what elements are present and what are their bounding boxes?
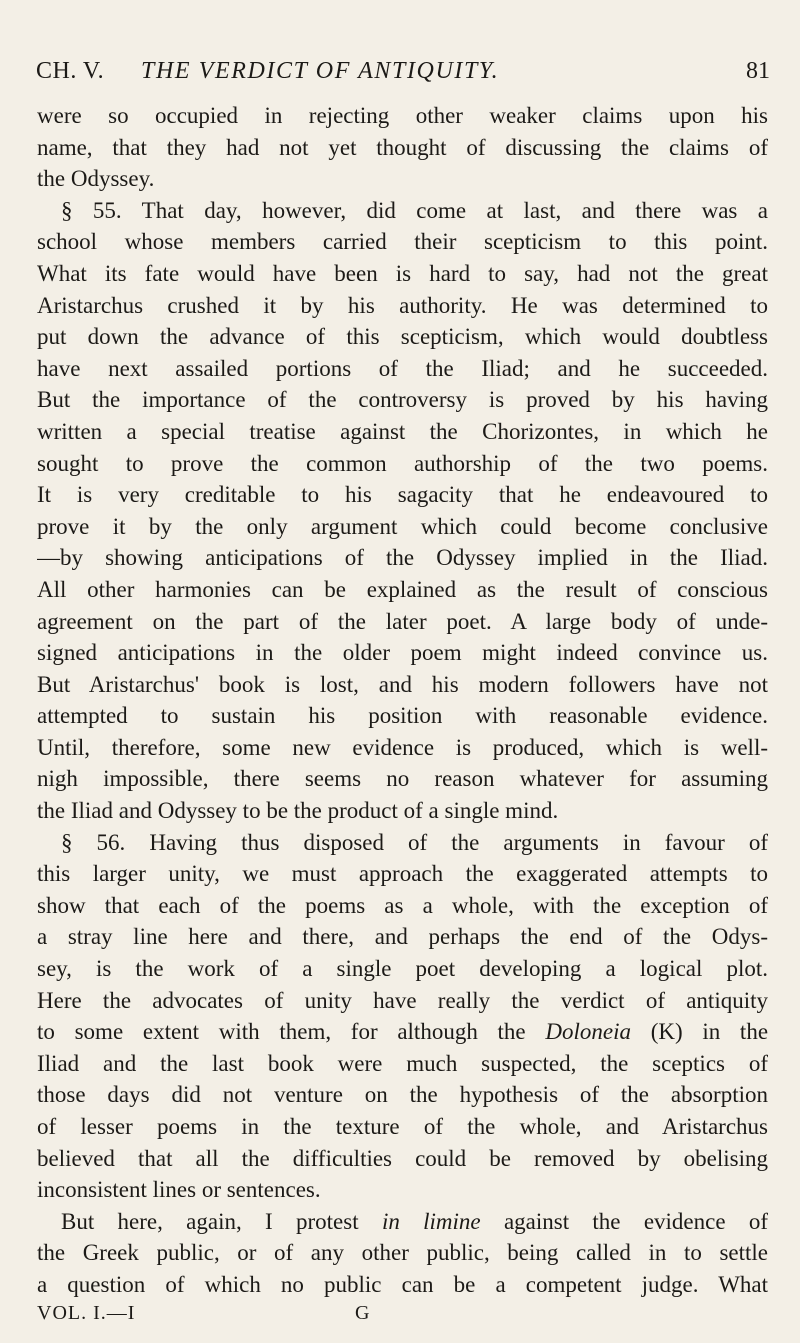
text-line: believed that all the difficulties could be removed by obelising bbox=[37, 1145, 768, 1171]
text-line: the Iliad and Odyssey to be the product of a single mind. bbox=[37, 798, 559, 824]
text-line: were so occupied in rejecting other weaker claims upon his bbox=[37, 103, 768, 128]
text-line: name, that they had not yet thought of discussing the claims of bbox=[37, 134, 768, 160]
text-fragment: against the evidence of bbox=[503, 1208, 768, 1234]
text-line: But Aristarchus' book is lost, and his modern followers have not bbox=[37, 671, 768, 697]
text-line: written a special treatise against the Chorizontes, in which he bbox=[37, 418, 768, 444]
text-line: agreement on the part of the later poet. A large body of unde- bbox=[37, 608, 768, 634]
text-line: a question of which no public can be a competent judge. What bbox=[37, 1271, 768, 1297]
text-line: All other harmonies can be explained as the result of conscious bbox=[37, 576, 768, 602]
italic-title-doloneia: Doloneia bbox=[545, 1019, 631, 1045]
text-line: It is very creditable to his sagacity that he endeavoured to bbox=[37, 482, 768, 508]
text-line: But the importance of the controversy is proved by his having bbox=[37, 387, 768, 413]
text-line: nigh impossible, there seems no reason whatever for assuming bbox=[37, 766, 768, 792]
text-line: show that each of the poems as a whole, with the exception of bbox=[37, 892, 768, 918]
text-line: sey, is the work of a single poet developing a logical plot. bbox=[37, 956, 768, 982]
text-fragment: (K) in the bbox=[650, 1019, 768, 1045]
text-line: signed anticipations in the older poem might indeed convince us. bbox=[37, 640, 768, 666]
section-56-start: § 56. Having thus disposed of the arguments in favour of bbox=[61, 829, 768, 855]
text-fragment: to some extent with them, for although the bbox=[37, 1019, 526, 1045]
text-line: What its fate would have been is hard to say, had not the great bbox=[37, 260, 768, 286]
text-line: sought to prove the common authorship of the two poems. bbox=[37, 450, 768, 476]
text-line: this larger unity, we must approach the exaggerated attempts to bbox=[37, 861, 768, 887]
text-line: Iliad and the last book were much suspected, the sceptics of bbox=[37, 1050, 768, 1076]
text-line-with-italic bbox=[37, 1206, 768, 1238]
text-line: Aristarchus crushed it by his authority. He was determined to bbox=[37, 292, 768, 318]
text-line: school whose members carried their scepticism to this point. bbox=[37, 229, 768, 255]
running-title: THE VERDICT OF ANTIQUITY. bbox=[141, 58, 500, 84]
page-number: 81 bbox=[746, 58, 770, 84]
text-line: the Greek public, or of any other public, being called in to settle bbox=[37, 1240, 768, 1266]
text-line: attempted to sustain his position with reasonable evidence. bbox=[37, 703, 768, 729]
body-text bbox=[37, 100, 768, 1301]
text-fragment: But here, again, I protest bbox=[61, 1208, 359, 1234]
text-line: inconsistent lines or sentences. bbox=[37, 1177, 321, 1203]
gathering-signature: G bbox=[355, 1302, 370, 1324]
running-head bbox=[36, 54, 770, 88]
section-55-start: § 55. That day, however, did come at last, and there was a bbox=[61, 197, 768, 223]
text-line: prove it by the only argument which could become conclusive bbox=[37, 513, 768, 539]
text-line-with-italic bbox=[37, 1016, 768, 1048]
text-line: Here the advocates of unity have really the verdict of antiquity bbox=[37, 987, 768, 1013]
text-line: the Odyssey. bbox=[37, 166, 155, 192]
text-line: a stray line here and there, and perhaps the end of the Odys- bbox=[37, 924, 768, 950]
text-line: of lesser poems in the texture of the whole, and Aristarchus bbox=[37, 1114, 768, 1139]
text-line: Until, therefore, some new evidence is produced, which is well- bbox=[37, 734, 768, 760]
volume-signature: VOL. I.—I bbox=[37, 1302, 136, 1324]
chapter-label: CH. V. bbox=[36, 58, 105, 84]
text-line: —by showing anticipations of the Odyssey implied in the Iliad. bbox=[37, 545, 768, 571]
page-footer bbox=[37, 1300, 768, 1326]
text-line: those days did not venture on the hypothesis of the absorption bbox=[37, 1082, 768, 1108]
text-line: have next assailed portions of the Iliad; and he succeeded. bbox=[37, 355, 768, 381]
italic-phrase-in-limine: in limine bbox=[381, 1208, 481, 1234]
text-line: put down the advance of this scepticism, which would doubtless bbox=[37, 324, 768, 350]
